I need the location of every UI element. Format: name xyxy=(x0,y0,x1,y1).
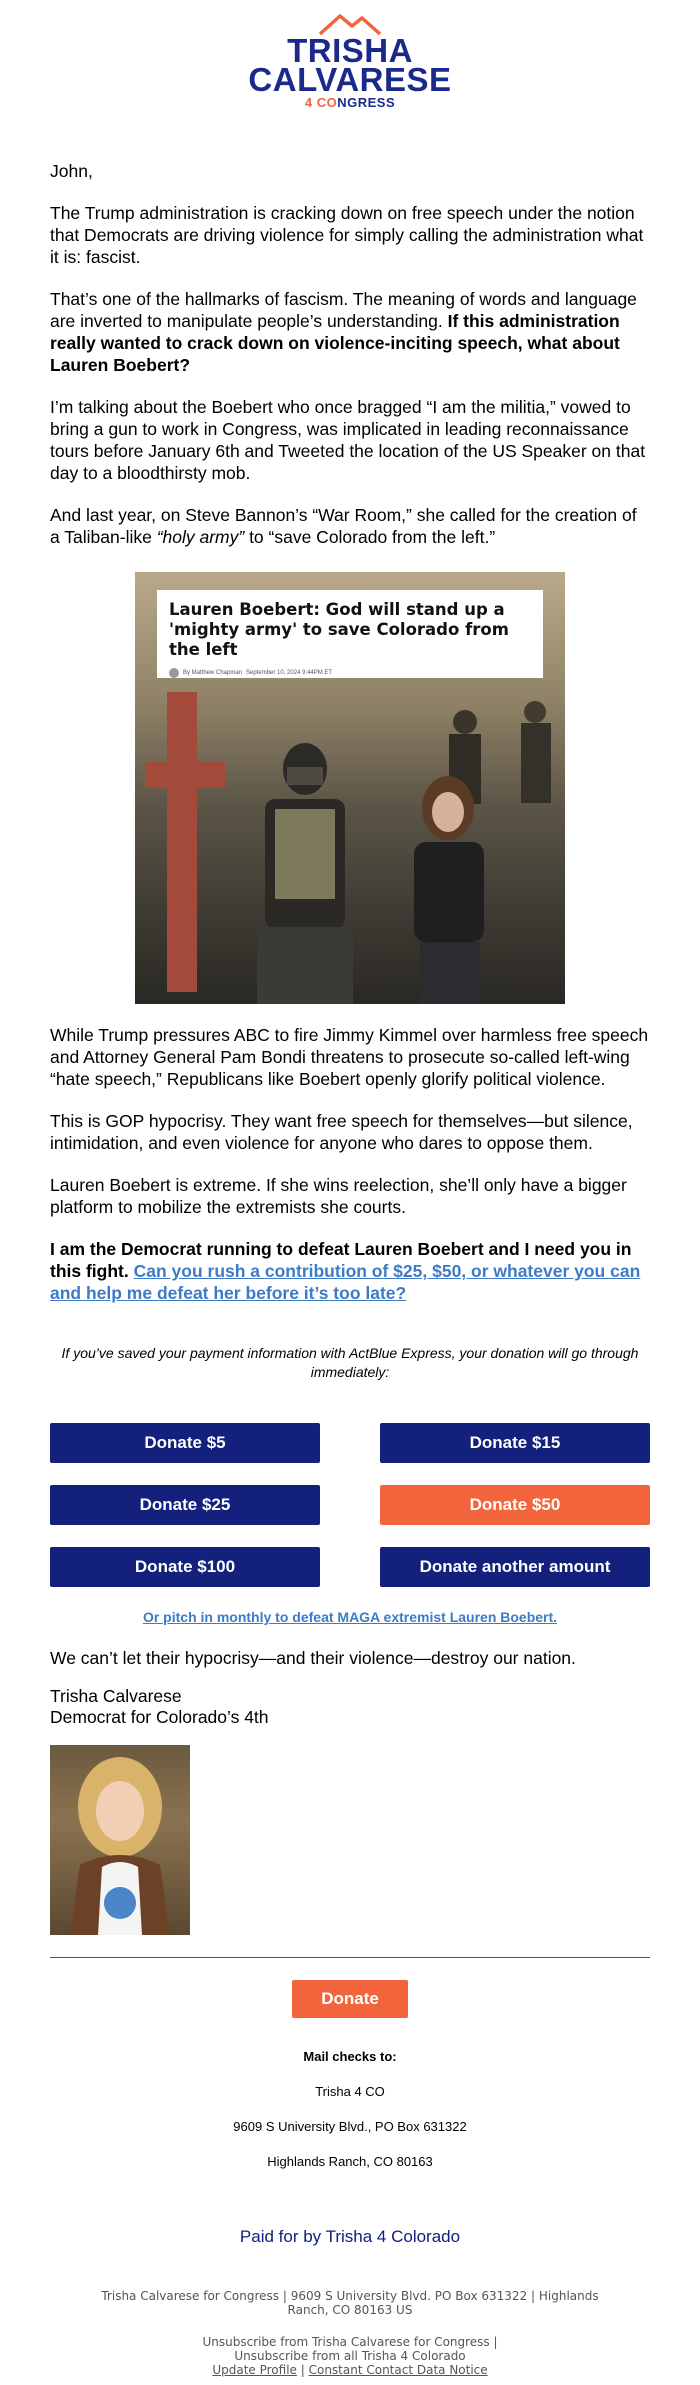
logo-first-name: TRISHA xyxy=(287,32,413,69)
candidate-photo xyxy=(50,1745,190,1935)
donate-other-amount-button[interactable]: Donate another amount xyxy=(380,1547,650,1587)
mail-checks-section xyxy=(50,2049,650,2169)
paragraph-3: I’m talking about the Boebert who once bragged “I am the militia,” vowed to bring a gun to work in Congress, was implicated in leading reconnaissance tours before January 6th and Tweeted the location of the US Speaker on that day to a bloodthirsty mob. xyxy=(50,397,646,483)
paragraph-4-text-b: to “save Colorado from the left.” xyxy=(244,527,496,547)
paragraph-5: While Trump pressures ABC to fire Jimmy Kimmel over harmless free speech and Attorney General Pam Bondi threatens to prosecute so-called left-wing “hate speech,” Republicans like Boebert openly glorify political violence. xyxy=(50,1025,649,1089)
donate-15-button[interactable]: Donate $15 xyxy=(380,1423,650,1463)
paragraph-6: This is GOP hypocrisy. They want free speech for themselves—but silence, intimidation, and even violence for anyone who dares to oppose them. xyxy=(50,1111,633,1153)
paragraph-8-bold: I am the Democrat running to defeat Lauren Boebert and I need you in this fight. xyxy=(50,1239,632,1281)
article-author: By Matthew Chapman xyxy=(183,670,243,676)
article-headline: Lauren Boebert: God will stand up a 'mighty army' to save Colorado from the left xyxy=(169,600,509,659)
unsubscribe-campaign-link[interactable]: Unsubscribe from Trisha Calvarese for Congress | xyxy=(202,2335,498,2349)
armed-man-image xyxy=(245,737,365,1004)
mail-heading: Mail checks to: xyxy=(303,2049,397,2064)
signature-title: Democrat for Colorado’s 4th xyxy=(50,1707,269,1727)
mail-recipient: Trisha 4 CO xyxy=(315,2084,385,2099)
donate-100-button[interactable]: Donate $100 xyxy=(50,1547,320,1587)
signature xyxy=(50,1686,650,1728)
mail-street: 9609 S University Blvd., PO Box 631322 xyxy=(233,2119,467,2134)
paragraph-4-italic: “holy army” xyxy=(156,527,245,547)
paragraph-8 xyxy=(50,1238,650,1304)
unsubscribe-section xyxy=(50,2335,650,2377)
paid-for-disclaimer: Paid for by Trisha 4 Colorado xyxy=(239,2227,461,2246)
constant-contact-link[interactable]: Constant Contact Data Notice xyxy=(308,2363,488,2377)
donate-50-button[interactable]: Donate $50 xyxy=(380,1485,650,1525)
article-image[interactable] xyxy=(135,572,565,1004)
logo-ngress: NGRESS xyxy=(337,95,396,110)
update-profile-link[interactable]: Update Profile xyxy=(212,2363,297,2377)
paragraph-4-text-a: And last year, on Steve Bannon’s “War Room,” she called for the creation of a Taliban-like xyxy=(50,505,637,547)
monthly-pitch xyxy=(50,1609,650,1625)
footer-separator: | xyxy=(296,2363,309,2377)
article-date: September 10, 2024 9:44PM ET xyxy=(246,670,333,676)
actblue-note: If you’ve saved your payment information with ActBlue Express, your donation will go through immediately: xyxy=(61,1345,639,1380)
email-footer xyxy=(50,2289,650,2377)
paragraph-4 xyxy=(50,504,650,548)
article-byline xyxy=(169,668,531,678)
paragraph-7: Lauren Boebert is extreme. If she wins reelection, she’ll only have a bigger platform to mobilize the extremists she courts. xyxy=(50,1175,627,1217)
logo-last-name: CALVARESE xyxy=(248,61,452,98)
article-banner xyxy=(157,590,543,678)
paragraph-1: The Trump administration is cracking down on free speech under the notion that Democrats are driving violence for simply calling the administration what it is: fascist. xyxy=(50,203,644,267)
donate-25-button[interactable]: Donate $25 xyxy=(50,1485,320,1525)
donate-5-button[interactable]: Donate $5 xyxy=(50,1423,320,1463)
unsubscribe-all-link[interactable]: Unsubscribe from all Trisha 4 Colorado xyxy=(234,2349,466,2363)
mail-city: Highlands Ranch, CO 80163 xyxy=(267,2154,433,2169)
monthly-donation-link[interactable]: Or pitch in monthly to defeat MAGA extremist Lauren Boebert. xyxy=(142,1609,558,1625)
salutation: John, xyxy=(50,161,93,181)
paragraph-2-text: That’s one of the hallmarks of fascism. The meaning of words and language are inverted to manipulate people’s understanding. xyxy=(50,289,637,331)
signature-name: Trisha Calvarese xyxy=(50,1686,182,1706)
wooden-cross-image xyxy=(145,692,225,992)
paragraph-2 xyxy=(50,288,650,376)
candidate-portrait-image xyxy=(50,1745,190,1935)
paragraph-2-bold: If this administration really wanted to crack down on violence-inciting speech, what about Lauren Boebert? xyxy=(50,311,620,375)
author-avatar xyxy=(169,668,179,678)
footer-donate xyxy=(50,1980,650,2018)
donate-button-grid xyxy=(50,1423,650,1587)
donate-button[interactable]: Donate xyxy=(292,1980,408,2018)
footer-address: Trisha Calvarese for Congress | 9609 S University Blvd. PO Box 631322 | Highlands Ranch, CO 80163 US xyxy=(101,2289,599,2317)
contribution-link[interactable]: Can you rush a contribution of $25, $50, or whatever you can and help me defeat her before it’s too late? xyxy=(50,1261,641,1303)
logo-four: 4 xyxy=(304,95,313,110)
campaign-logo[interactable] xyxy=(50,0,650,120)
closing-line: We can’t let their hypocrisy—and their violence—destroy our nation. xyxy=(50,1648,576,1668)
logo-tagline xyxy=(305,94,395,111)
divider xyxy=(50,1957,650,1958)
lauren-boebert-image xyxy=(390,772,510,1004)
logo-co: CO xyxy=(312,95,338,110)
